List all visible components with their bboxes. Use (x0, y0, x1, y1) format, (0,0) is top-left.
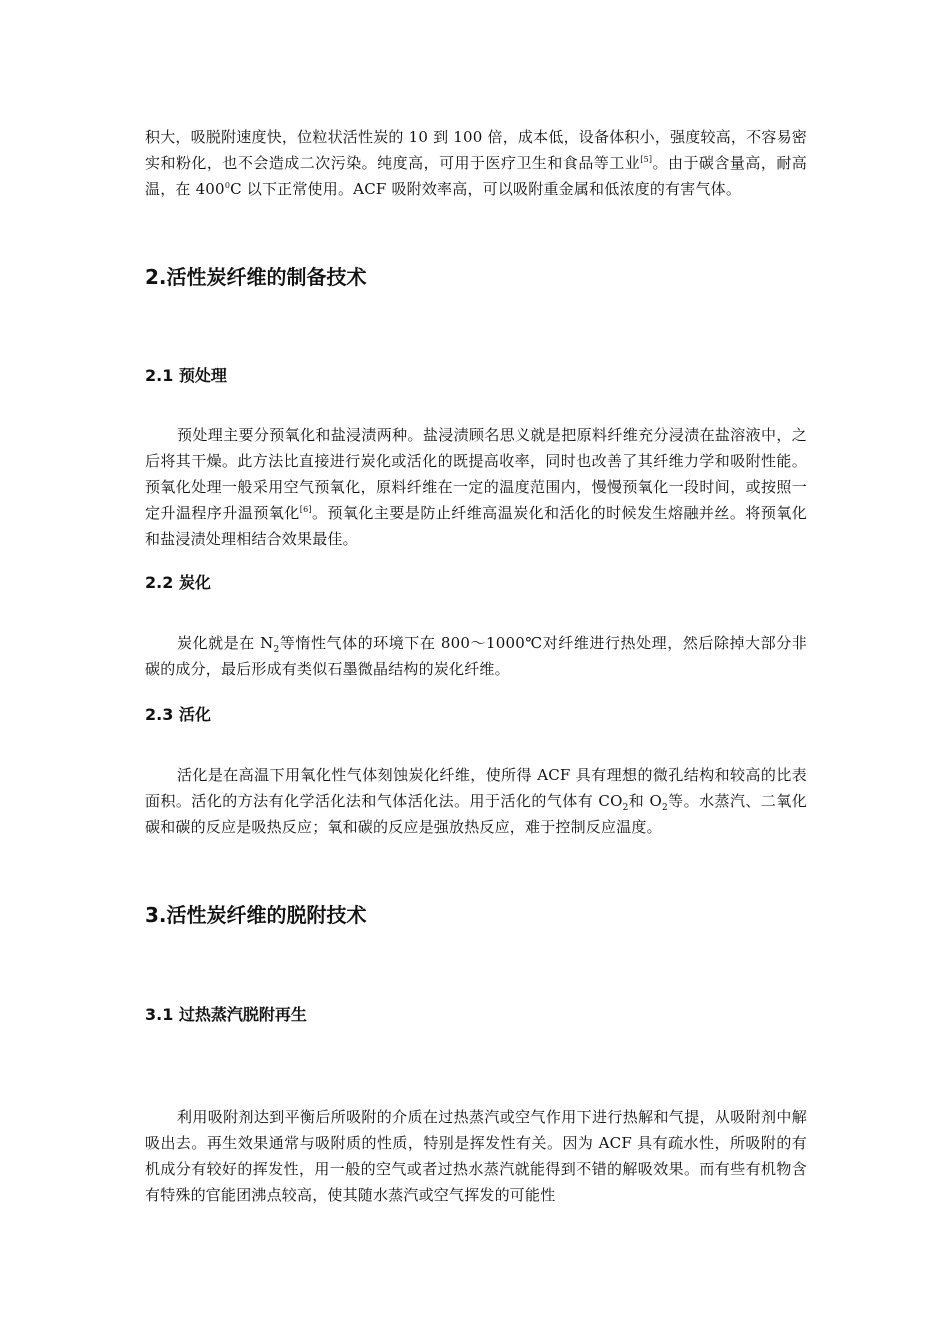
paragraph-text: C 以下正常使用。ACF 吸附效率高，可以吸附重金属和低浓度的有害气体。 (230, 180, 742, 198)
paragraph-text: 。预氧化主要是防止纤维高温炭化和活化的时候发生熔融并丝。将预氧化和盐浸渍处理相结合效果最佳。 (145, 504, 807, 548)
paragraph-text: 预处理主要分预氧化和盐浸渍两种。盐浸渍顾名思义就是把原料纤维充分浸渍在盐溶液中，之后将其干燥。此方法比直接进行炭化或活化的既提高收率，同时也改善了其纤维力学和吸附性能。预氧化处理一般采用空气预氧化，原料纤维在一定的温度范围内，慢慢预氧化一段时间，或按照一定升温程序升温预氧化 (145, 426, 807, 522)
subscript: 2 (661, 803, 668, 813)
paragraph-text: 炭化就是在 N (177, 634, 274, 652)
paragraph-text: 等惰性气体的环境下在 800～1000℃对纤维进行热处理，然后除掉大部分非碳的成分，最后形成有类似石墨微晶结构的炭化纤维。 (145, 634, 807, 678)
citation-ref: [5] (640, 155, 653, 164)
citation-ref: [6] (299, 505, 312, 514)
paragraph-steam-desorption: 利用吸附剂达到平衡后所吸附的介质在过热蒸汽或空气作用下进行热解和气提，从吸附剂中解吸出去。再生效果通常与吸附质的性质，特别是挥发性有关。因为 ACF 具有疏水性，所吸附的有机成分有较好的挥发性，用一般的空气或者过热水蒸汽就能得到不错的解吸效果。而有些有机物含有特殊的官能团沸点较高，使其随水蒸汽或空气挥发的可能性 (145, 1108, 807, 1204)
paragraph-activation (145, 762, 807, 840)
subsection-heading: 2.3 活化 (145, 705, 211, 724)
subsection-heading: 2.1 预处理 (145, 366, 227, 385)
document-page (145, 0, 807, 1344)
subsection-heading: 3.1 过热蒸汽脱附再生 (145, 1005, 307, 1024)
paragraph-acf-properties (145, 124, 807, 202)
paragraph-carbonization (145, 630, 807, 682)
paragraph-text: 。由于碳含量高，耐高温，在 400 (145, 154, 807, 198)
section-heading: 3.活性炭纤维的脱附技术 (145, 903, 367, 927)
paragraph-text: 等。水蒸汽、二氧化碳和碳的反应是吸热反应；氧和碳的反应是强放热反应，难于控制反应温度。 (145, 792, 807, 836)
section-heading: 2.活性炭纤维的制备技术 (145, 265, 367, 289)
paragraph-text: 积大，吸脱附速度快，位粒状活性炭的 10 到 100 倍，成本低，设备体积小，强度较高，不容易密实和粉化，也不会造成二次污染。纯度高，可用于医疗卫生和食品等工业 (145, 128, 807, 172)
paragraph-text: 活化是在高温下用氧化性气体刻蚀炭化纤维，使所得 ACF 具有理想的微孔结构和较高的比表面积。活化的方法有化学活化法和气体活化法。用于活化的气体有 CO (145, 766, 807, 810)
degree-superscript: 0 (224, 181, 231, 190)
subsection-heading: 2.2 炭化 (145, 573, 211, 592)
subscript: 2 (622, 803, 629, 813)
paragraph-text: 和 O (628, 792, 662, 810)
paragraph-pretreatment (145, 422, 807, 552)
subscript: 2 (273, 645, 280, 655)
